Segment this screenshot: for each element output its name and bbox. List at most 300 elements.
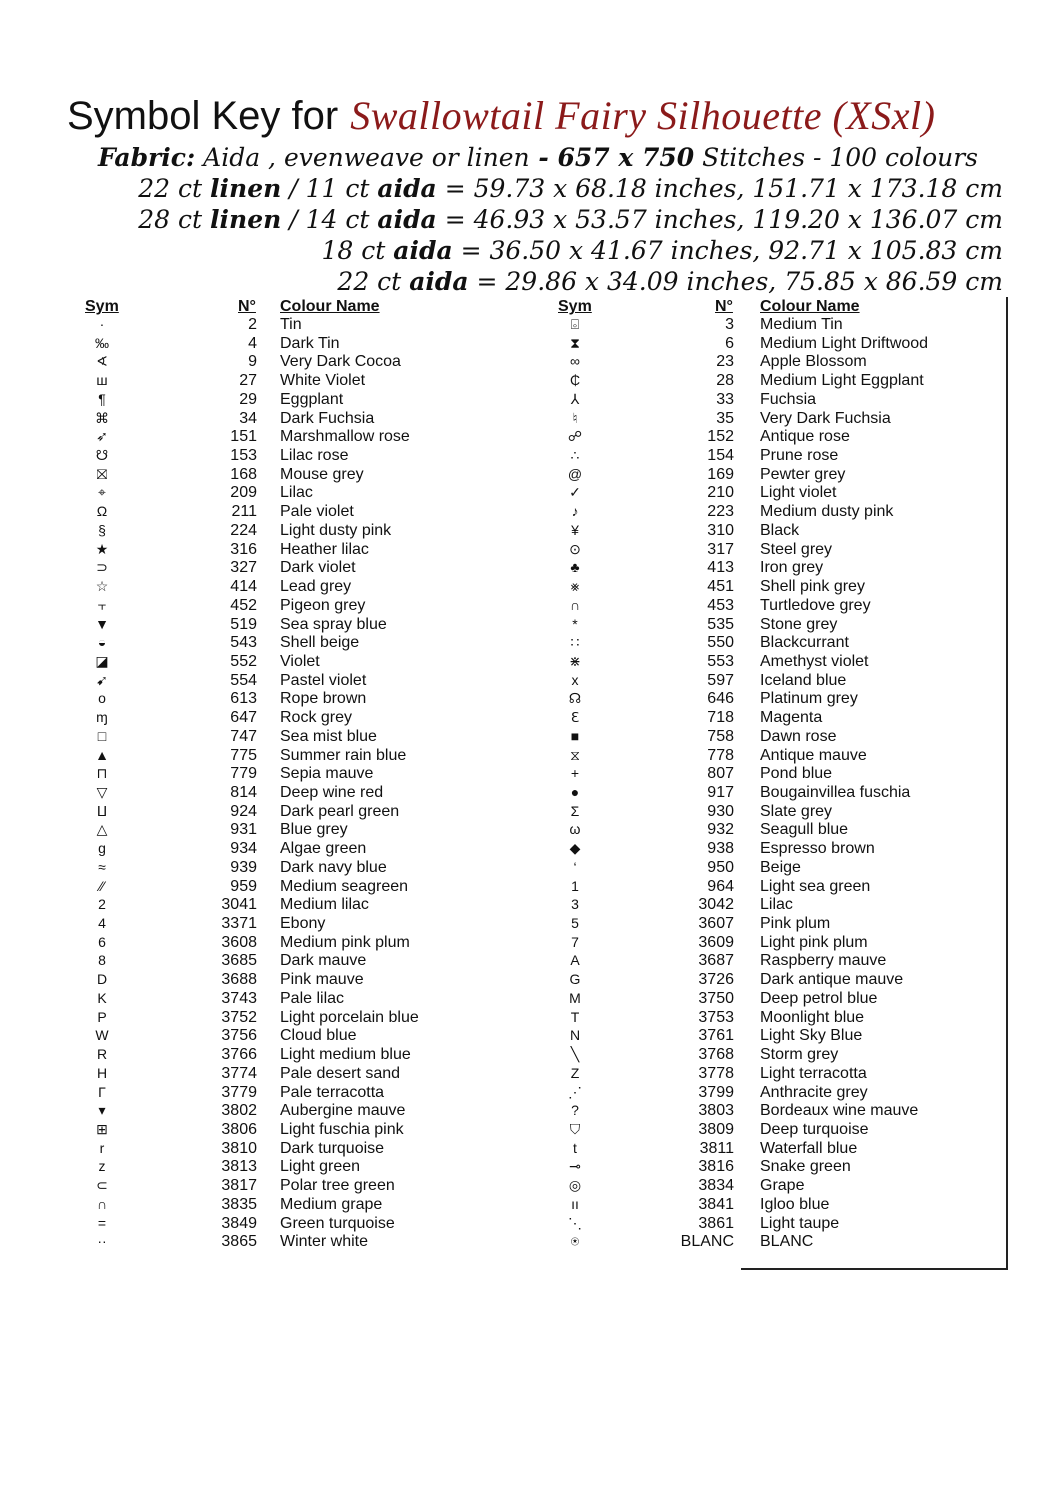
colour-number: 3817: [221, 1177, 257, 1195]
colour-name: Summer rain blue: [280, 746, 407, 764]
symbol: N: [569, 1027, 581, 1044]
symbol: ▾: [98, 1102, 106, 1119]
colour-number: 959: [230, 877, 257, 895]
colour-number: 3779: [221, 1083, 257, 1101]
symbol: ⊸: [569, 1158, 581, 1175]
colour-number: 3813: [221, 1158, 257, 1176]
colour-name: Light sea green: [760, 877, 871, 895]
symbol: T: [570, 1008, 580, 1025]
colour-name: Light medium blue: [280, 1046, 411, 1064]
colour-number: 550: [707, 634, 734, 652]
colour-name: Steel grey: [760, 540, 833, 558]
colour-name: Medium Tin: [760, 316, 843, 333]
size-part: 22 ct: [337, 267, 410, 296]
size-part: / 11 ct: [281, 174, 378, 203]
symbol: △: [96, 821, 108, 838]
symbol: Ω: [96, 503, 108, 520]
colour-number: 931: [230, 821, 257, 839]
colour-number: 310: [707, 521, 734, 539]
colour-number: 3768: [698, 1046, 734, 1064]
colour-name: Medium lilac: [280, 896, 369, 914]
colour-number: 210: [707, 484, 734, 502]
colour-name: Igloo blue: [760, 1195, 830, 1213]
symbol: ♮: [572, 409, 578, 426]
symbol: ➹: [96, 671, 108, 688]
colour-number: 3041: [221, 896, 257, 914]
colour-name: Fuchsia: [760, 390, 817, 408]
symbol: ★: [95, 540, 109, 557]
colour-name: Light pink plum: [760, 933, 868, 951]
colour-number: 451: [707, 578, 734, 596]
symbol: ●: [570, 784, 580, 800]
colour-name: Snake green: [760, 1158, 851, 1176]
symbol: ∩: [96, 1195, 108, 1212]
colour-name: Lilac rose: [280, 447, 349, 465]
colour-number: 4: [248, 334, 257, 352]
colour-name: Seagull blue: [760, 821, 849, 839]
symbol: t: [573, 1139, 577, 1156]
symbol: ¥: [571, 521, 579, 538]
symbol: ▼: [95, 615, 109, 632]
colour-number: 932: [707, 821, 734, 839]
colour-name: Espresso brown: [760, 840, 875, 858]
fabric-label: Fabric:: [98, 143, 196, 172]
symbol: ⵡ: [96, 802, 108, 819]
symbol: Σ: [570, 802, 580, 819]
colour-name: Pink plum: [760, 915, 831, 933]
size-part: linen: [210, 205, 282, 234]
pattern-name: Swallowtail Fairy Silhouette (XSxl): [350, 93, 936, 138]
symbol: ‰: [95, 334, 109, 351]
symbol: ‘: [573, 858, 577, 875]
fabric-stitches: 657 x 750: [557, 143, 695, 172]
symbol: ⊂: [96, 1177, 108, 1194]
colour-number: 23: [716, 353, 734, 371]
symbol: ⍟: [570, 1233, 580, 1250]
colour-number: 554: [230, 671, 257, 689]
colour-number: 543: [230, 634, 257, 652]
symbol: x: [571, 671, 579, 688]
symbol: g: [98, 840, 106, 857]
colour-number: 3608: [221, 933, 257, 951]
colour-number: 3371: [221, 915, 257, 933]
colour-name: Prune rose: [760, 447, 839, 465]
colour-number: 3865: [221, 1233, 257, 1251]
colour-number: 718: [707, 709, 734, 727]
symbol: ⋱: [568, 1214, 582, 1231]
symbol: ╲: [570, 1046, 580, 1063]
colour-number: 3809: [698, 1120, 734, 1138]
colour-number: 950: [707, 858, 734, 876]
colour-number: 3743: [221, 989, 257, 1007]
symbol: ⊞: [96, 1120, 108, 1137]
colour-number: 209: [230, 484, 257, 502]
symbol: ♪: [571, 503, 579, 520]
colour-name: Medium pink plum: [280, 933, 410, 951]
colour-name: Pale violet: [280, 503, 354, 521]
left-header-num: N°: [238, 298, 256, 315]
symbol: ∢: [96, 353, 108, 370]
colour-number: 3688: [221, 971, 257, 989]
colour-name: White Violet: [280, 372, 366, 390]
fabric-desc: Aida , evenweave or linen: [203, 143, 530, 172]
colour-name: Iron grey: [760, 559, 824, 577]
colour-name: Dark violet: [280, 559, 356, 577]
colour-name: Rock grey: [280, 709, 353, 727]
colour-number: 6: [725, 334, 734, 352]
symbol: ··: [97, 1233, 107, 1250]
colour-name: Light violet: [760, 484, 837, 502]
colour-number: 169: [707, 465, 734, 483]
symbol: ∷: [570, 634, 580, 651]
colour-name: Lilac: [760, 896, 793, 914]
colour-number: 152: [707, 428, 734, 446]
colour-name: Pale terracotta: [280, 1083, 385, 1101]
symbol: ■: [570, 727, 580, 744]
colour-number: 3750: [698, 989, 734, 1007]
colour-number: 153: [230, 447, 257, 465]
symbol: D: [96, 971, 108, 988]
size-line: [322, 235, 1003, 266]
colour-number: 814: [230, 784, 257, 801]
colour-number: 34: [239, 409, 257, 427]
colour-number: 647: [230, 709, 257, 727]
colour-number: 154: [707, 447, 734, 465]
colour-number: 28: [716, 372, 734, 390]
symbol: ⌻: [570, 316, 580, 332]
colour-name: Pigeon grey: [280, 596, 366, 614]
colour-name: Medium Light Driftwood: [760, 334, 929, 352]
colour-number: 552: [230, 652, 257, 670]
colour-number: 3849: [221, 1214, 257, 1232]
symbol: §: [98, 521, 106, 538]
symbol: 1: [571, 877, 579, 894]
colour-number: 939: [230, 858, 257, 876]
colour-name: Shell beige: [280, 634, 360, 652]
symbol: =: [97, 1214, 107, 1231]
symbol: H: [96, 1064, 108, 1081]
colour-number: 535: [707, 615, 734, 633]
colour-name: Medium dusty pink: [760, 503, 894, 521]
size-part: aida: [409, 267, 469, 296]
symbol: ☊: [568, 690, 582, 707]
colour-number: 3810: [221, 1139, 257, 1157]
colour-number: 519: [230, 615, 257, 633]
symbol: ¶: [98, 390, 106, 407]
colour-name: BLANC: [760, 1233, 814, 1251]
page-title: [67, 92, 935, 139]
symbol: ℇ: [570, 709, 580, 726]
colour-number: 3761: [698, 1027, 734, 1045]
colour-number: 168: [230, 465, 257, 483]
colour-name: Grape: [760, 1177, 805, 1195]
symbol: ⨳: [570, 578, 580, 595]
colour-number: 807: [707, 765, 734, 783]
colour-name: Medium Light Eggplant: [760, 372, 924, 390]
colour-name: Pewter grey: [760, 465, 846, 483]
colour-number: 414: [230, 578, 257, 596]
colour-number: 778: [707, 746, 734, 764]
colour-number: 938: [707, 840, 734, 858]
symbol: ⧗: [570, 334, 580, 351]
size-part: 22 ct: [138, 174, 211, 203]
symbol: ▲: [95, 746, 109, 763]
colour-number: 964: [707, 877, 734, 895]
table-border-bottom: [741, 1268, 1008, 1270]
colour-name: Pale lilac: [280, 989, 345, 1007]
symbol: Z: [570, 1064, 580, 1081]
title-prefix: Symbol Key for: [67, 94, 339, 138]
symbol: ◒: [97, 634, 107, 651]
colour-name: Light fuschia pink: [280, 1120, 404, 1138]
colour-name: Light porcelain blue: [280, 1008, 419, 1026]
size-part: = 36.50 x 41.67 inches, 92.71 x 105.83 cm: [452, 236, 1003, 265]
colour-name: Light dusty pink: [280, 521, 392, 539]
symbol: o: [98, 690, 106, 707]
symbol: ∩: [569, 596, 581, 613]
symbol: *: [572, 615, 578, 632]
colour-name: Platinum grey: [760, 690, 858, 708]
symbol: ☋: [95, 447, 109, 464]
colour-name: Very Dark Fuchsia: [760, 409, 891, 427]
colour-number: 316: [230, 540, 257, 558]
colour-name: Violet: [280, 652, 320, 670]
right-header-num: N°: [715, 298, 733, 315]
colour-name: Pastel violet: [280, 671, 367, 689]
symbol: ш: [96, 372, 108, 389]
symbol: 5: [571, 915, 579, 932]
colour-name: Bordeaux wine mauve: [760, 1102, 919, 1120]
symbol: ◪: [95, 652, 109, 669]
symbol: □: [97, 727, 107, 744]
size-line: [337, 266, 1003, 297]
symbol: ⊃: [96, 559, 108, 576]
symbol: ⧖: [570, 746, 580, 763]
colour-name: Deep wine red: [280, 784, 384, 801]
symbol: 3: [571, 896, 579, 913]
symbol: ☆: [95, 578, 109, 595]
fabric-rest: Stitches - 100 colours: [694, 143, 979, 172]
colour-name: Antique rose: [760, 428, 850, 446]
colour-name: Apple Blossom: [760, 353, 867, 371]
colour-name: Medium grape: [280, 1195, 383, 1213]
colour-name: Polar tree green: [280, 1177, 395, 1195]
fabric-sep: -: [529, 143, 558, 172]
colour-number: 775: [230, 746, 257, 764]
colour-number: 3752: [221, 1008, 257, 1026]
colour-name: Shell pink grey: [760, 578, 865, 596]
colour-number: 27: [239, 372, 257, 390]
size-part: aida: [393, 236, 453, 265]
colour-name: Sea spray blue: [280, 615, 387, 633]
symbol: ≈: [98, 858, 106, 875]
symbol: ◆: [569, 840, 581, 857]
symbol: 6: [98, 933, 106, 950]
colour-name: Iceland blue: [760, 671, 847, 689]
size-part: = 46.93 x 53.57 inches, 119.20 x 136.07 cm: [436, 205, 1003, 234]
size-part: aida: [377, 205, 437, 234]
symbol: ⌘: [95, 409, 109, 426]
symbol: ?: [571, 1102, 579, 1119]
symbol: 7: [571, 933, 579, 950]
symbol: 8: [98, 952, 106, 969]
colour-name: Antique mauve: [760, 746, 867, 764]
symbol: ⛉: [569, 1120, 581, 1137]
symbol: ➶: [96, 428, 108, 445]
size-part: = 59.73 x 68.18 inches, 151.71 x 173.18 cm: [436, 174, 1003, 203]
colour-number: 646: [707, 690, 734, 708]
colour-name: Dark Fuchsia: [280, 409, 375, 427]
colour-name: Deep petrol blue: [760, 989, 878, 1007]
colour-number: 9: [248, 353, 257, 371]
symbol: z: [98, 1158, 106, 1175]
colour-name: Pond blue: [760, 765, 833, 783]
colour-number: 3803: [698, 1102, 734, 1120]
colour-name: Dark turquoise: [280, 1139, 385, 1157]
colour-name: Anthracite grey: [760, 1083, 868, 1101]
colour-name: Light green: [280, 1158, 361, 1176]
size-line: [138, 204, 1003, 235]
colour-number: 930: [707, 802, 734, 820]
colour-name: Algae green: [280, 840, 367, 858]
colour-number: 2: [248, 316, 257, 333]
colour-number: 452: [230, 596, 257, 614]
colour-name: Cloud blue: [280, 1027, 357, 1045]
colour-number: 924: [230, 802, 257, 820]
table-border-right: [1006, 297, 1008, 1269]
symbol: ☍: [567, 428, 583, 445]
colour-name: Storm grey: [760, 1046, 839, 1064]
symbol: R: [96, 1046, 108, 1063]
symbol: ⊙: [569, 540, 581, 557]
colour-number: 597: [707, 671, 734, 689]
colour-number: 3687: [698, 952, 734, 970]
symbol: ⁄⁄: [99, 877, 105, 894]
symbol: ◎: [568, 1177, 582, 1194]
symbol: ₵: [569, 372, 581, 389]
colour-number: 3799: [698, 1083, 734, 1101]
colour-number: 33: [716, 390, 734, 408]
symbol: P: [97, 1008, 107, 1025]
colour-name: Amethyst violet: [760, 652, 869, 670]
colour-name: Light taupe: [760, 1214, 840, 1232]
colour-number: 3802: [221, 1102, 257, 1120]
colour-name: Pale desert sand: [280, 1064, 401, 1082]
colour-name: Waterfall blue: [760, 1139, 858, 1157]
colour-number: 453: [707, 596, 734, 614]
size-line: [138, 173, 1003, 204]
colour-name: Eggplant: [280, 390, 344, 408]
colour-name: Black: [760, 521, 800, 539]
colour-number: 317: [707, 540, 734, 558]
colour-name: Deep turquoise: [760, 1120, 869, 1138]
colour-number: 553: [707, 652, 734, 670]
symbol: ♣: [570, 559, 580, 576]
symbol: ⅄: [570, 390, 580, 407]
colour-name: Turtledove grey: [760, 596, 871, 614]
colour-name: Lilac: [280, 484, 313, 502]
colour-number: 3778: [698, 1064, 734, 1082]
colour-number: 3607: [698, 915, 734, 933]
colour-number: 3609: [698, 933, 734, 951]
colour-number: 779: [230, 765, 257, 783]
size-part: 28 ct: [138, 205, 211, 234]
colour-number: 3835: [221, 1195, 257, 1213]
colour-name: Medium seagreen: [280, 877, 409, 895]
size-part: / 14 ct: [281, 205, 378, 234]
symbol: 4: [98, 915, 106, 932]
colour-name: Beige: [760, 858, 801, 876]
colour-name: Marshmallow rose: [280, 428, 410, 446]
colour-name: Slate grey: [760, 802, 833, 820]
colour-name: Tin: [280, 316, 302, 333]
colour-number: 747: [230, 727, 257, 745]
colour-name: Blackcurrant: [760, 634, 849, 652]
symbol: G: [569, 971, 581, 988]
symbol: ⊓: [96, 765, 108, 782]
colour-name: Mouse grey: [280, 465, 364, 483]
colour-number: BLANC: [680, 1233, 734, 1251]
colour-number: 3806: [221, 1120, 257, 1138]
symbol: ·: [99, 316, 105, 332]
colour-name: Winter white: [280, 1233, 369, 1251]
symbol: ⫟: [97, 596, 107, 613]
symbol: ıı: [571, 1195, 579, 1212]
colour-number: 211: [231, 503, 257, 521]
colour-name: Light Sky Blue: [760, 1027, 863, 1045]
colour-name: Sepia mauve: [280, 765, 374, 783]
symbol: @: [567, 465, 583, 482]
symbol: ⋰: [568, 1083, 582, 1100]
colour-number: 758: [707, 727, 734, 745]
colour-name: Aubergine mauve: [280, 1102, 406, 1120]
colour-number: 3861: [698, 1214, 734, 1232]
colour-number: 3: [725, 316, 734, 333]
colour-name: Light terracotta: [760, 1064, 867, 1082]
right-header-sym: Sym: [558, 298, 592, 315]
colour-number: 3726: [698, 971, 734, 989]
colour-name: Dark Tin: [280, 334, 340, 352]
symbol: ▽: [96, 784, 108, 800]
colour-number: 3834: [698, 1177, 734, 1195]
colour-number: 613: [230, 690, 257, 708]
size-part: 18 ct: [321, 236, 394, 265]
size-part: aida: [377, 174, 437, 203]
colour-name: Sea mist blue: [280, 727, 377, 745]
size-part: = 29.86 x 34.09 inches, 75.85 x 86.59 cm: [468, 267, 1003, 296]
colour-number: 3685: [221, 952, 257, 970]
colour-name: Pink mauve: [280, 971, 364, 989]
symbol: M: [569, 989, 581, 1006]
colour-name: Magenta: [760, 709, 823, 727]
colour-number: 413: [707, 559, 734, 577]
colour-name: Lead grey: [280, 578, 352, 596]
colour-number: 35: [716, 409, 734, 427]
colour-number: 3756: [221, 1027, 257, 1045]
fabric-line: [98, 142, 978, 173]
symbol: ɱ: [96, 709, 108, 726]
colour-number: 224: [230, 521, 257, 539]
colour-name: Very Dark Cocoa: [280, 353, 401, 371]
symbol: ∞: [570, 353, 580, 370]
colour-name: Dark mauve: [280, 952, 367, 970]
symbol: ω: [569, 821, 581, 838]
colour-name: Dark antique mauve: [760, 971, 904, 989]
colour-number: 327: [230, 559, 257, 577]
symbol: ⌖: [98, 484, 106, 501]
colour-name: Green turquoise: [280, 1214, 395, 1232]
symbol: +: [570, 765, 580, 782]
